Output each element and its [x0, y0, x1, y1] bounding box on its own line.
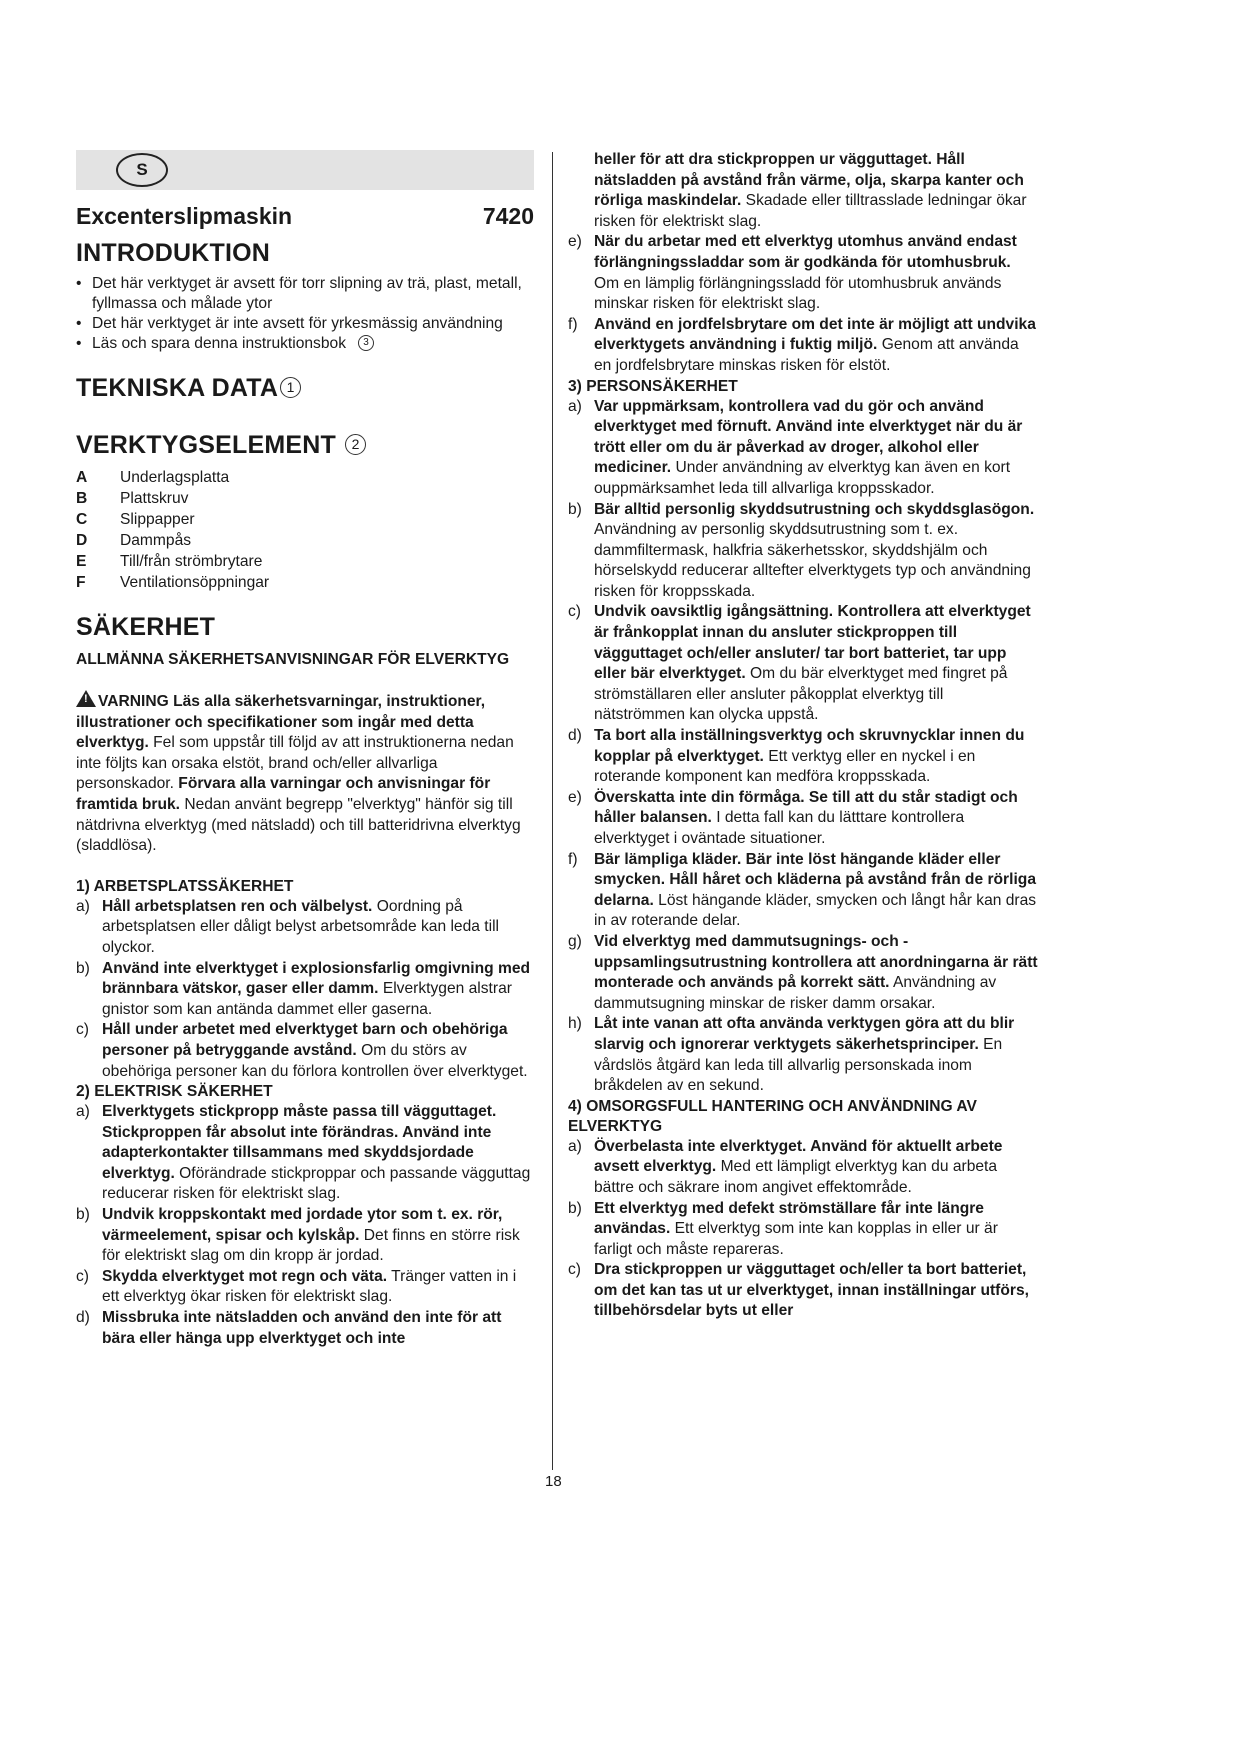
section-3-title: 3) PERSONSÄKERHET — [568, 377, 738, 395]
elements-list — [76, 467, 534, 593]
section-2-item — [568, 232, 1038, 314]
item-text: Skadade eller tilltrasslade ledningar ökar risken för elektriskt slag. — [594, 192, 1027, 230]
section-3-item — [568, 397, 1038, 500]
item-bold: Bär alltid personlig skyddsutrustning och skyddsglasögon. — [594, 500, 1035, 518]
item-letter: a) — [568, 1137, 582, 1155]
item-text: I detta fall kan du lätttare kontrollera elverktyget i oväntade situationer. — [594, 809, 965, 847]
item-text: Om du bär elverktyget med fingret på strömställaren eller ansluter påkopplat elverktyg till nätströmmen kan olycka uppstå. — [594, 665, 1008, 724]
item-bold: Undvik kroppskontakt med jordade ytor som t. ex. rör, värmeelement, spisar och kylskåp. — [102, 1206, 503, 1244]
item-letter: a) — [568, 397, 582, 415]
column-divider — [552, 152, 553, 1470]
intro-bullet: • Det här verktyget är avsett för torr slipning av trä, plast, metall, fyllmassa och målade ytor — [76, 274, 534, 314]
item-bold: Skydda elverktyget mot regn och väta. — [102, 1267, 388, 1285]
item-bold: Undvik oavsiktlig igångsättning. Kontrollera att elverktyget är frånkopplat innan du ansluter stickproppen till vägguttaget och/eller ansluter/ tar bort batteriet, tar upp eller bär elverktyget. — [594, 603, 1031, 683]
element-label: Underlagsplatta — [120, 469, 230, 486]
intro-bullet: • Det här verktyget är inte avsett för yrkesmässig användning — [76, 314, 534, 334]
warning-triangle-icon — [76, 690, 96, 707]
right-column — [568, 150, 1038, 1322]
item-letter: f) — [568, 850, 578, 868]
item-text: Om en lämplig förlängningssladd för utomhusbruk används minskar risken för elektriskt slag. — [594, 274, 1002, 313]
intro-bullets — [76, 274, 534, 354]
warning-bold-1: VARNING Läs alla säkerhetsvarningar, instruktioner, illustrationer och specifikationer som ingår med detta elverktyg. — [76, 693, 486, 752]
item-letter: b) — [568, 500, 582, 518]
item-bold: Ett elverktyg med defekt strömställare får inte längre användas. — [594, 1199, 984, 1238]
figure-ref-1: 1 — [280, 377, 301, 398]
continued-item — [568, 150, 1038, 232]
item-bold: Ta bort alla inställningsverktyg och skruvnycklar innen du kopplar på elverktyget. — [594, 727, 1025, 765]
item-letter: b) — [76, 959, 90, 977]
item-text: Elverktygen alstrar gnistor som kan antända dammet eller gaserna. — [102, 980, 512, 1018]
intro-heading: INTRODUKTION — [76, 239, 271, 267]
section-1-item — [76, 1020, 534, 1082]
intro-bullet — [76, 334, 534, 354]
tech-data-heading — [76, 374, 534, 403]
item-letter: d) — [568, 727, 582, 745]
language-bar — [76, 150, 534, 190]
item-bold: Dra stickproppen ur vägguttaget och/eller ta bort batteriet, om det kan tas ut ur elverktyget, innan inställningar utförs, tillbehörsdelar byts ut eller — [594, 1261, 1029, 1320]
item-letter: c) — [76, 1021, 89, 1039]
left-column — [76, 150, 534, 1349]
item-letter: c) — [568, 603, 581, 621]
section-1-item — [76, 959, 534, 1021]
section-3-item — [568, 932, 1038, 1014]
element-key: B — [76, 490, 88, 507]
item-text: Ett verktyg eller en nyckel i en roterande komponent kan medföra kroppsskada. — [594, 747, 976, 786]
product-model: 7420 — [482, 203, 534, 229]
item-letter: f) — [568, 315, 578, 333]
element-key: E — [76, 553, 87, 570]
section-2-title: 2) ELEKTRISK SÄKERHET — [76, 1083, 273, 1101]
elements-title: VERKTYGSELEMENT — [76, 431, 336, 459]
item-text: Oordning på arbetsplatsen eller dåligt belyst arbetsområde kan leda till olyckor. — [102, 897, 499, 956]
item-letter: a) — [76, 1103, 90, 1121]
section-2-item — [76, 1267, 534, 1308]
section-4-item — [568, 1260, 1038, 1322]
item-bold: Överskatta inte din förmåga. Se till att du står stadigt och håller balansen. — [594, 788, 1018, 827]
warning-text-2: Nedan använt begrepp "elverktyg" hänför sig till nätdrivna elverktyg (med nätsladd) och till batteridrivna elverktyg (sladdlösa). — [76, 795, 521, 855]
warning-paragraph — [76, 690, 534, 857]
element-label: Plattskruv — [120, 490, 189, 507]
product-name: Excenterslipmaskin — [76, 203, 293, 229]
item-letter: b) — [568, 1199, 582, 1217]
section-4-item — [568, 1137, 1038, 1199]
section-1-title: 1) ARBETSPLATSSÄKERHET — [76, 877, 294, 895]
section-3-item — [568, 1014, 1038, 1096]
element-label: Dammpås — [120, 532, 192, 549]
item-text: Om du störs av obehöriga personer kan du förlora kontrollen över elverktyget. — [102, 1041, 528, 1080]
element-label: Till/från strömbrytare — [120, 553, 263, 570]
section-2-item — [76, 1308, 534, 1349]
item-letter: d) — [76, 1309, 90, 1327]
item-text: En vårdslös åtgärd kan leda till allvarlig personskada inom bråkdelen av en sekund. — [594, 1035, 1003, 1095]
language-badge: S — [116, 153, 168, 187]
section-2-item — [76, 1102, 534, 1205]
element-key: D — [76, 532, 88, 549]
element-label: Slippapper — [120, 511, 195, 528]
item-bold: Håll arbetsplatsen ren och välbelyst. — [102, 897, 373, 915]
item-text: Under användning av elverktyg kan även en kort ouppmärksamhet leda till allvarliga kroppsskador. — [594, 459, 1011, 497]
product-title-row — [76, 203, 534, 230]
item-bold: Använd inte elverktyget i explosionsfarlig omgivning med brännbara vätskor, gaser eller damm. — [102, 959, 531, 998]
item-text: Tränger vatten in i ett elverktyg ökar risken för elektriskt slag. — [102, 1267, 517, 1306]
warning-text-1: Fel som uppstår till följd av att instruktionerna nedan inte följts kan orsaka elstöt, brand och/eller allvarliga personskador. — [76, 734, 514, 793]
item-text: Användning av personlig skyddsutrustning som t. ex. dammfiltermask, halkfria säkerhetsskor, skyddshjälm och hörselskydd reducerar alltefter elverktygets typ och användning risken för kroppsskada. — [594, 521, 1031, 600]
item-bold: Överbelasta inte elverktyget. Använd för aktuellt arbete avsett elverktyg. — [594, 1137, 1003, 1176]
item-bold: heller för att dra stickproppen ur vägguttaget. Håll nätsladden på avstånd från värme, olja, skarpa kanter och rörliga maskindelar. — [594, 151, 1024, 210]
item-text: Användning av dammutsugning minskar de risker damm orsakar. — [594, 974, 997, 1012]
item-letter: g) — [568, 932, 582, 950]
element-key: A — [76, 469, 88, 486]
section-2-item — [568, 315, 1038, 377]
item-bold: Missbruka inte nätsladden och använd den inte för att bära eller hänga upp elverktyget och inte — [102, 1309, 502, 1347]
page-number: 18 — [545, 1473, 562, 1490]
intro-bullet-text: Läs och spara denna instruktionsbok — [92, 335, 346, 352]
section-1-item — [76, 897, 534, 959]
item-letter: h) — [568, 1015, 582, 1033]
section-3-item — [568, 602, 1038, 726]
section-3-item — [568, 726, 1038, 788]
item-bold: Vid elverktyg med dammutsugnings- och -uppsamlingsutrustning kontrollera att anordningarna är rätt monterade och används på korrekt sätt. — [594, 932, 1038, 992]
item-text: Oförändrade stickproppar och passande vägguttag reducerar risken för elektriskt slag. — [102, 1164, 531, 1203]
figure-ref-2: 2 — [345, 434, 366, 455]
section-2-item — [76, 1205, 534, 1267]
item-text: Genom att använda en jordfelsbrytare minskas risken för elstöt. — [594, 336, 1019, 374]
item-text: Ett elverktyg som inte kan kopplas in eller ur är farligt och måste repareras. — [594, 1220, 998, 1258]
elements-heading — [76, 431, 534, 460]
item-bold: När du arbetar med ett elverktyg utomhus använd endast förlängningssladdar som är godkända för utomhusbruk. — [594, 233, 1017, 271]
item-letter: e) — [568, 233, 582, 251]
item-bold: Låt inte vanan att ofta använda verktygen göra att du blir slarvig och ignorerar verktygets säkerhetsprinciper. — [594, 1015, 1015, 1053]
section-4-title: 4) OMSORGSFULL HANTERING OCH ANVÄNDNING AV ELVERKTYG — [568, 1097, 977, 1135]
item-text: Med ett lämpligt elverktyg kan du arbeta bättre och säkrare inom angivet effektområde. — [594, 1158, 998, 1196]
item-letter: b) — [76, 1206, 90, 1224]
item-text: Löst hängande kläder, smycken och långt hår kan dras in av roterande delar. — [594, 891, 1037, 930]
element-key: F — [76, 574, 86, 591]
item-bold: Håll under arbetet med elverktyget barn och obehöriga personer på betryggande avstånd. — [102, 1021, 508, 1059]
item-bold: Använd en jordfelsbrytare om det inte är möjligt att undvika elverktygets användning i fuktig miljö. — [594, 315, 1036, 354]
item-letter: a) — [76, 897, 90, 915]
section-3-item — [568, 500, 1038, 603]
item-bold: Var uppmärksam, kontrollera vad du gör och använd elverktyget med förnuft. Använd inte elverktyget när du är trött eller om du är påverkad av droger, alkohol eller mediciner. — [594, 397, 1023, 477]
section-3-item — [568, 850, 1038, 932]
item-letter: c) — [76, 1267, 89, 1285]
figure-ref-3: 3 — [358, 335, 374, 351]
section-3-item — [568, 788, 1038, 850]
element-label: Ventilationsöppningar — [120, 574, 270, 591]
element-key: C — [76, 511, 88, 528]
safety-heading: SÄKERHET — [76, 613, 216, 641]
item-text: Det finns en större risk för elektriskt slag om din kropp är jordad. — [102, 1226, 520, 1265]
item-bold: Elverktygets stickpropp måste passa till vägguttaget. Stickproppen får absolut inte förändras. Använd inte adapterkontakter tillsammans med skyddsjordade elverktyg. — [102, 1103, 497, 1182]
item-letter: e) — [568, 788, 582, 806]
item-bold: Bär lämpliga kläder. Bär inte löst hängande kläder eller smycken. Håll håret och kläderna på avstånd från de rörliga delarna. — [594, 850, 1036, 909]
safety-subheading: ALLMÄNNA SÄKERHETSANVISNINGAR FÖR ELVERKTYG — [76, 651, 510, 668]
item-letter: c) — [568, 1261, 581, 1279]
section-4-item — [568, 1199, 1038, 1261]
warning-bold-2: Förvara alla varningar och anvisningar för framtida bruk. — [76, 775, 491, 813]
tech-data-title: TEKNISKA DATA — [76, 374, 279, 402]
